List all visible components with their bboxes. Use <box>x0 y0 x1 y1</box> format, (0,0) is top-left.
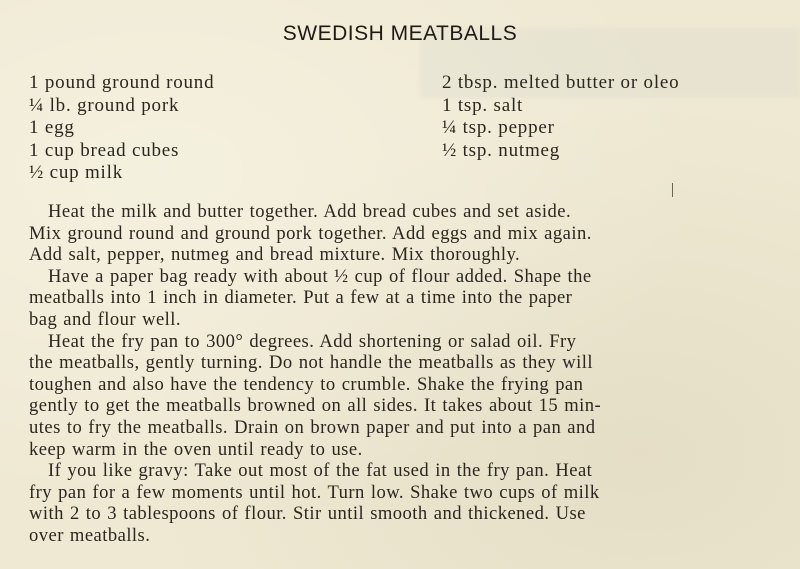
stray-mark <box>672 183 673 197</box>
ingredient-item: 1 egg <box>29 117 75 138</box>
ingredient-item: 1 tsp. salt <box>442 94 524 116</box>
directions-line: If you like gravy: Take out most of the fat used in the fry pan. Heat <box>29 460 593 482</box>
directions-line: meatballs into 1 inch in diameter. Put a few at a time into the paper <box>29 287 573 309</box>
ingredient-item: ¼ lb. ground pork <box>29 94 180 116</box>
directions-line: fry pan for a few moments until hot. Turn low. Shake two cups of milk <box>29 481 600 503</box>
directions-line: the meatballs, gently turning. Do not handle the meatballs as they will <box>29 352 593 374</box>
directions-text <box>29 201 787 547</box>
directions-line: Heat the milk and butter together. Add bread cubes and set aside. <box>29 201 572 222</box>
directions-line: toughen and also have the tendency to crumble. Shake the frying pan <box>29 373 584 395</box>
directions-line: Mix ground round and ground pork together. Add eggs and mix again. <box>29 222 592 244</box>
directions-line: over meatballs. <box>29 524 151 546</box>
directions-line: Heat the fry pan to 300° degrees. Add shortening or salad oil. Fry <box>29 330 577 352</box>
ingredient-item: ½ cup milk <box>29 162 124 183</box>
ingredient-item: 2 tbsp. melted butter or oleo <box>442 72 680 93</box>
ingredient-item: ½ tsp. nutmeg <box>442 139 561 161</box>
ingredients-left-column <box>29 72 214 185</box>
directions-line: keep warm in the oven until ready to use. <box>29 438 363 460</box>
directions-line: gently to get the meatballs browned on all sides. It takes about 15 min- <box>29 395 602 417</box>
ingredient-item: ¼ tsp. pepper <box>442 117 555 138</box>
recipe-title: SWEDISH MEATBALLS <box>282 22 518 45</box>
ingredients-right-column <box>442 72 679 162</box>
directions-line: Have a paper bag ready with about ½ cup of flour added. Shape the <box>29 265 592 287</box>
directions-line: bag and flour well. <box>29 308 181 330</box>
directions-line: with 2 to 3 tablespoons of flour. Stir until smooth and thickened. Use <box>29 503 586 525</box>
ingredient-item: 1 pound ground round <box>29 72 215 93</box>
directions-line: Add salt, pepper, nutmeg and bread mixture. Mix thoroughly. <box>29 244 521 266</box>
directions-line: utes to fry the meatballs. Drain on brown paper and put into a pan and <box>29 416 596 438</box>
ingredient-item: 1 cup bread cubes <box>29 139 180 161</box>
